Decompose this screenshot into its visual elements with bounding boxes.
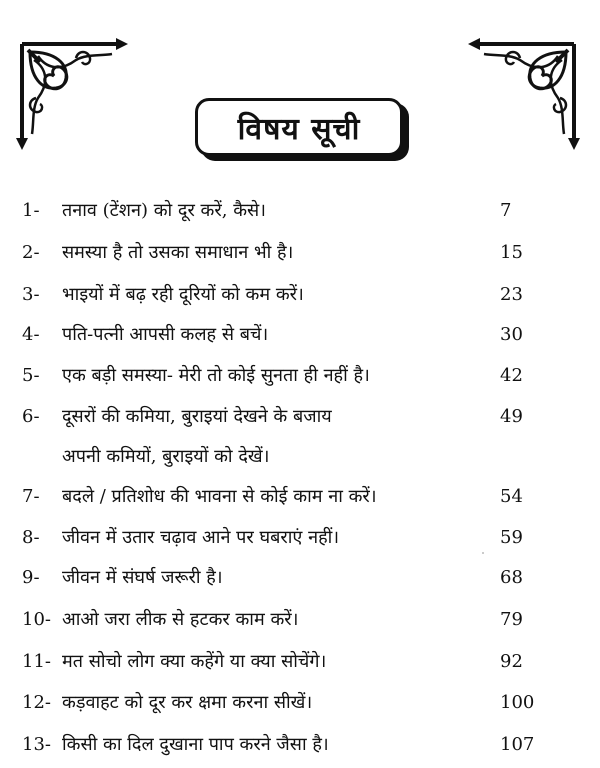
entry-number: 1- <box>22 200 40 221</box>
entry-title: आओ जरा लीक से हटकर काम करें। <box>62 609 299 630</box>
toc-entry <box>0 238 600 268</box>
entry-title: पति-पत्नी आपसी कलह से बचें। <box>62 324 269 345</box>
entry-page: 92 <box>500 651 523 672</box>
toc-entry-continuation <box>0 442 600 472</box>
toc-entry <box>0 320 600 350</box>
entry-title: दूसरों की कमिया, बुराइयां देखने के बजाय <box>62 406 332 427</box>
toc-entry <box>0 402 600 432</box>
entry-title-continuation: अपनी कमियों, बुराइयों को देखें। <box>62 446 270 467</box>
corner-ornament-right <box>468 38 580 150</box>
entry-number: 11- <box>22 651 51 672</box>
entry-number: 2- <box>22 242 40 263</box>
entry-title: भाइयों में बढ़ रही दूरियों को कम करें। <box>62 284 304 305</box>
entry-title: मत सोचो लोग क्या कहेंगे या क्या सोचेंगे। <box>62 651 327 672</box>
toc-entry <box>0 196 600 226</box>
entry-page: 30 <box>500 324 523 345</box>
toc-entry <box>0 280 600 310</box>
entry-title: जीवन में उतार चढ़ाव आने पर घबराएं नहीं। <box>62 527 340 548</box>
entry-number: 12- <box>22 692 51 713</box>
entry-title: एक बड़ी समस्या- मेरी तो कोई सुनता ही नहीं है। <box>62 365 370 386</box>
entry-page: 15 <box>500 242 523 263</box>
entry-title: बदले / प्रतिशोध की भावना से कोई काम ना करें। <box>62 486 377 507</box>
entry-title: समस्या है तो उसका समाधान भी है। <box>62 242 294 263</box>
toc-entry <box>0 523 600 553</box>
speck <box>482 552 484 554</box>
entry-number: 9- <box>22 567 40 588</box>
entry-page: 7 <box>500 200 512 221</box>
entry-page: 59 <box>500 527 523 548</box>
toc-entry <box>0 730 600 760</box>
toc-entry <box>0 563 600 593</box>
entry-title: किसी का दिल दुखाना पाप करने जैसा है। <box>62 734 329 755</box>
entry-page: 54 <box>500 486 523 507</box>
entry-number: 4- <box>22 324 40 345</box>
entry-page: 68 <box>500 567 523 588</box>
entry-page: 100 <box>500 692 535 713</box>
entry-page: 23 <box>500 284 523 305</box>
entry-number: 6- <box>22 406 40 427</box>
toc-entry <box>0 482 600 512</box>
title-box <box>195 98 403 156</box>
entry-title: जीवन में संघर्ष जरूरी है। <box>62 567 223 588</box>
entry-number: 13- <box>22 734 51 755</box>
page-title: विषय सूची <box>237 111 361 147</box>
entry-number: 5- <box>22 365 40 386</box>
entry-page: 107 <box>500 734 535 755</box>
toc-entry <box>0 361 600 391</box>
entry-number: 3- <box>22 284 40 305</box>
entry-number: 10- <box>22 609 51 630</box>
entry-page: 79 <box>500 609 523 630</box>
entry-number: 7- <box>22 486 40 507</box>
entry-page: 49 <box>500 406 523 427</box>
entry-number: 8- <box>22 527 40 548</box>
toc-entry <box>0 605 600 635</box>
corner-ornament-left <box>16 38 128 150</box>
entry-page: 42 <box>500 365 523 386</box>
entry-title: कड़वाहट को दूर कर क्षमा करना सीखें। <box>62 692 313 713</box>
toc-entry <box>0 647 600 677</box>
entry-title: तनाव (टेंशन) को दूर करें, कैसे। <box>62 200 267 221</box>
toc-entry <box>0 688 600 718</box>
